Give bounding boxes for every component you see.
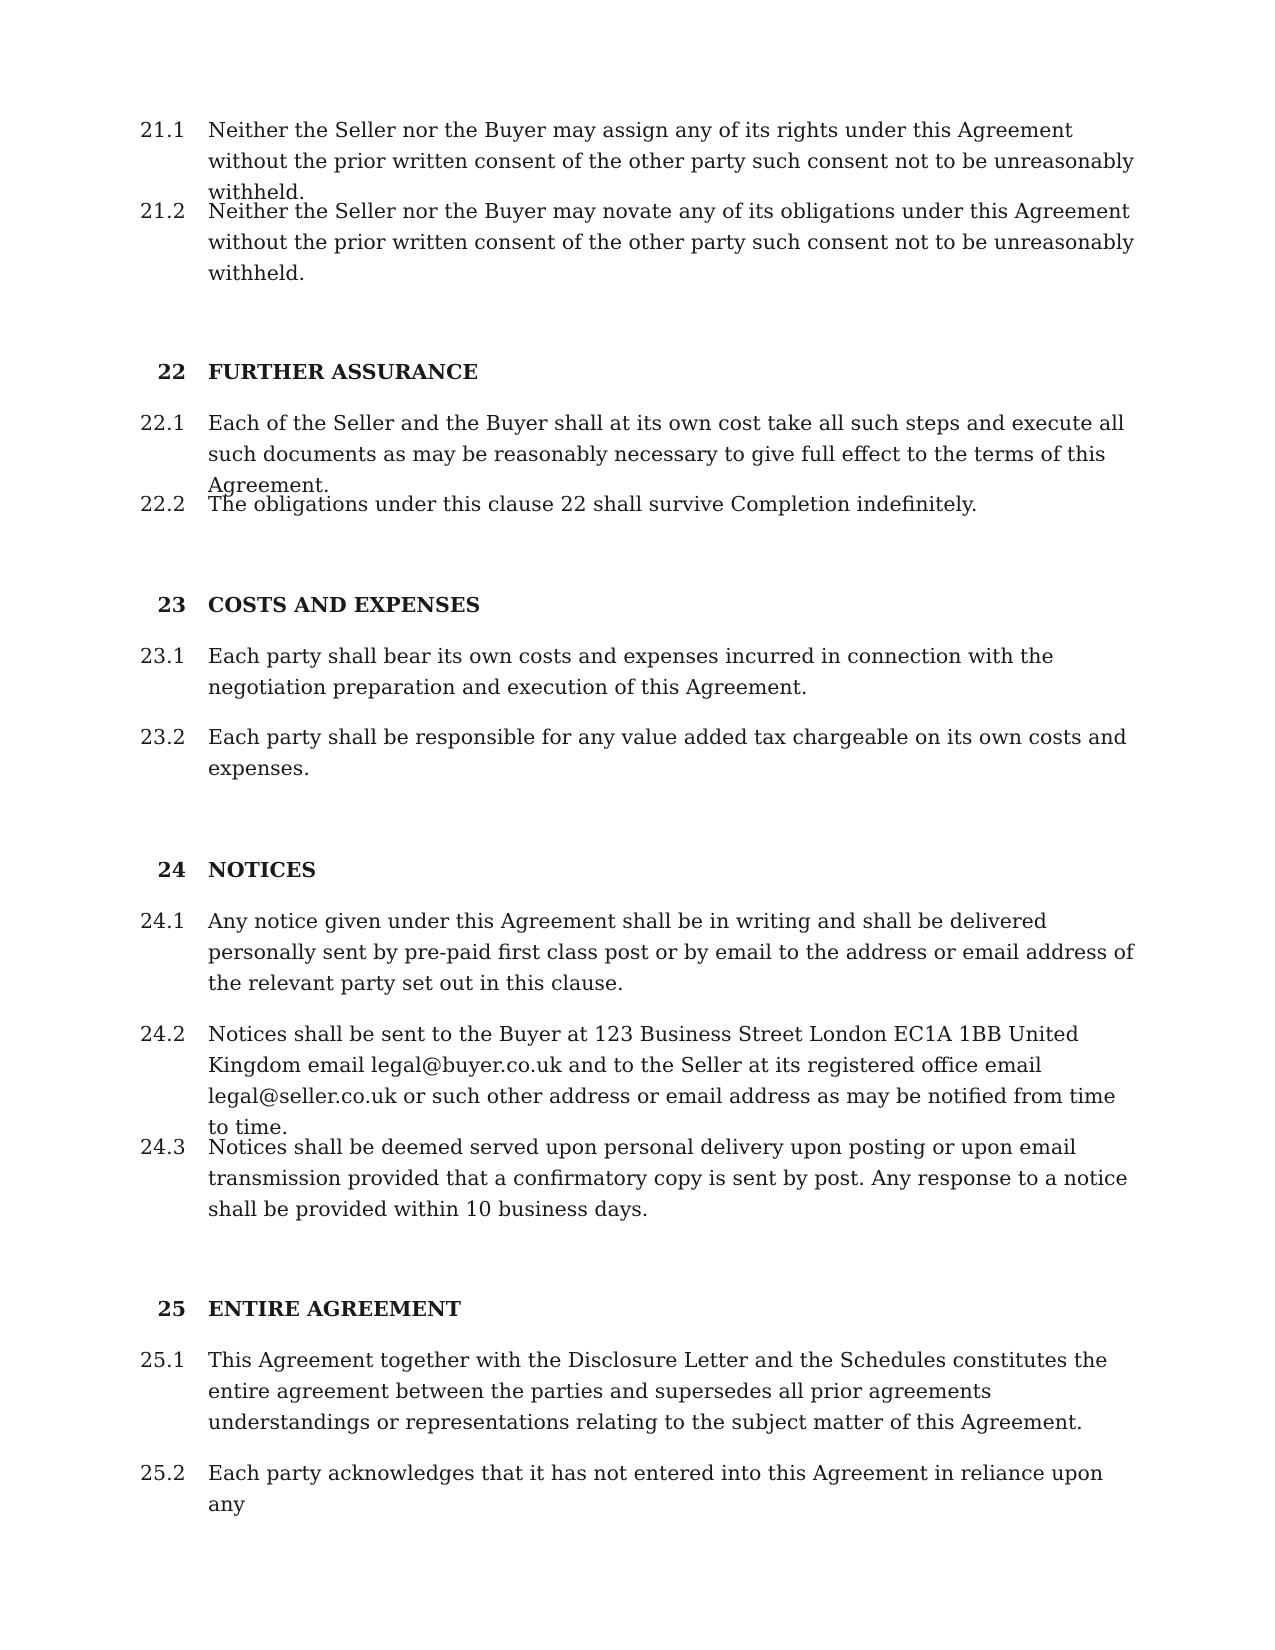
section-title: ENTIRE AGREEMENT <box>208 1297 462 1321</box>
section-number: 23 <box>157 593 186 617</box>
clause-number: 24.1 <box>140 909 186 933</box>
clause-text: Any notice given under this Agreement shall be in writing and shall be delivered personally sent by pre-paid first class post or by email to the address or email address of the relevant party set out in this clause. <box>208 909 1134 995</box>
clause-number: 24.2 <box>140 1022 186 1046</box>
clause-text: The obligations under this clause 22 shall survive Completion indefinitely. <box>208 492 978 516</box>
clause-number: 22.1 <box>140 411 186 435</box>
clause-number: 24.3 <box>140 1135 186 1159</box>
clause-text: Neither the Seller nor the Buyer may assign any of its rights under this Agreement without the prior written consent of the other party such consent not to be unreasonably withheld. <box>208 118 1135 204</box>
section-number: 22 <box>157 360 186 384</box>
clause-number: 22.2 <box>140 492 186 516</box>
clause-text: Notices shall be sent to the Buyer at 123 Business Street London EC1A 1BB United Kingdom email legal@buyer.co.uk and to the Seller at its registered office email legal@seller.co.uk or such other address or email address as may be notified from time to time. <box>208 1022 1116 1139</box>
clause-text: Each party shall bear its own costs and expenses incurred in connection with the negotiation preparation and execution of this Agreement. <box>208 644 1054 699</box>
clause-number: 21.2 <box>140 199 186 223</box>
clause-text: This Agreement together with the Disclosure Letter and the Schedules constitutes the entire agreement between the parties and supersedes all prior agreements understandings or representations relating to the subject matter of this Agreement. <box>208 1348 1108 1434</box>
section-number: 24 <box>157 858 186 882</box>
section-title: NOTICES <box>208 858 317 882</box>
clause-number: 23.2 <box>140 725 186 749</box>
section-number: 25 <box>157 1297 186 1321</box>
clause-text: Each party shall be responsible for any value added tax chargeable on its own costs and expenses. <box>208 725 1127 780</box>
clause-text: Each party acknowledges that it has not entered into this Agreement in reliance upon any <box>208 1461 1104 1516</box>
clause-number: 21.1 <box>140 118 186 142</box>
section-title: FURTHER ASSURANCE <box>208 360 479 384</box>
clause-text: Each of the Seller and the Buyer shall at its own cost take all such steps and execute all such documents as may be reasonably necessary to give full effect to the terms of this Agreement. <box>208 411 1125 497</box>
clause-number: 25.1 <box>140 1348 186 1372</box>
clause-number: 25.2 <box>140 1461 186 1485</box>
clause-text: Neither the Seller nor the Buyer may novate any of its obligations under this Agreement without the prior written consent of the other party such consent not to be unreasonably withheld. <box>208 199 1135 285</box>
clause-number: 23.1 <box>140 644 186 668</box>
section-title: COSTS AND EXPENSES <box>208 593 481 617</box>
clause-text: Notices shall be deemed served upon personal delivery upon posting or upon email transmission provided that a confirmatory copy is sent by post. Any response to a notice shall be provided within 10 business days. <box>208 1135 1128 1221</box>
